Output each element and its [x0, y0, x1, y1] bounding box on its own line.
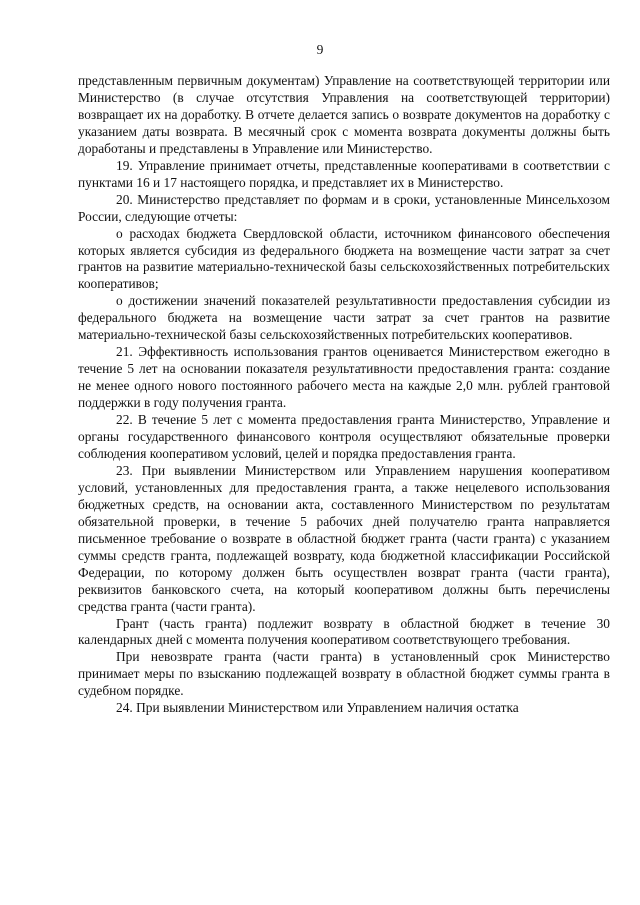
- paragraph-item-20: 20. Министерство представляет по формам и в сроки, установленные Минсельхозом России, следующие отчеты:: [78, 191, 610, 224]
- paragraph-non-return: При невозврате гранта (части гранта) в установленный срок Министерство принимает меры по взысканию подлежащей возврату в областной бюджет суммы гранта в судебном порядке.: [78, 649, 610, 699]
- paragraph-report-indicators: о достижении значений показателей результативности предоставления субсидии из федерального бюджета на возмещение части затрат за счет грантов на развитие материально-технической базы сельскохозяйственных потребительских кооперативов.: [78, 293, 610, 343]
- paragraph-item-22: 22. В течение 5 лет с момента предоставления гранта Министерство, Управление и органы государственного финансового контроля осуществляют обязательные проверки соблюдения кооперативом условий, целей и порядка предоставления гранта.: [78, 412, 610, 461]
- paragraph-item-19: 19. Управление принимает отчеты, представленные кооперативами в соответствии с пунктами 16 и 17 настоящего порядка, и представляет их в Министерство.: [78, 157, 610, 190]
- page-number: 9: [316, 42, 324, 57]
- paragraph-item-23: 23. При выявлении Министерством или Управлением нарушения кооперативом условий, установленных для предоставления гранта, а также нецелевого использования бюджетных средств, на основании акта, составленного Министерством по результатам обязательной проверки, в течение 5 рабочих дней получателю гранта направляется письменное требование о возврате в областной бюджет гранта (части гранта) с указанием суммы средств гранта, подлежащей возврату, кода бюджетной классификации Российской Федерации, по которому должен быть осуществлен возврат гранта (части гранта), реквизитов банковского счета, на который кооперативом должны быть перечислены средства гранта (части гранта).: [78, 462, 610, 614]
- paragraph-report-expenses: о расходах бюджета Свердловской области, источником финансового обеспечения которых является субсидия из федерального бюджета на возмещение части затрат за счет грантов на развитие материально-технической базы сельскохозяйственных потребительских кооперативов;: [78, 225, 610, 292]
- paragraph-grant-return: Грант (часть гранта) подлежит возврату в областной бюджет в течение 30 календарных дней с момента получения кооперативом соответствующего требования.: [78, 615, 610, 648]
- paragraph-item-21: 21. Эффективность использования грантов оценивается Министерством ежегодно в течение 5 лет на основании показателя результативности предоставления гранта: создание не менее одного нового постоянного рабочего места на каждые 2,0 млн. рублей грантовой поддержки в году получения гранта.: [78, 344, 610, 411]
- paragraph-continuation: представленным первичным документам) Управление на соответствующей территории или Министерство (в случае отсутствия Управления на соответствующей территории) возвращает их на доработку. В отчете делается запись о возврате документов на доработку с указанием даты возврата. В месячный срок с момента возврата документы должны быть доработаны и представлены в Управление или Министерство.: [78, 73, 610, 156]
- paragraph-item-24: 24. При выявлении Министерством или Управлением наличия остатка: [116, 700, 519, 716]
- document-body: [78, 73, 610, 717]
